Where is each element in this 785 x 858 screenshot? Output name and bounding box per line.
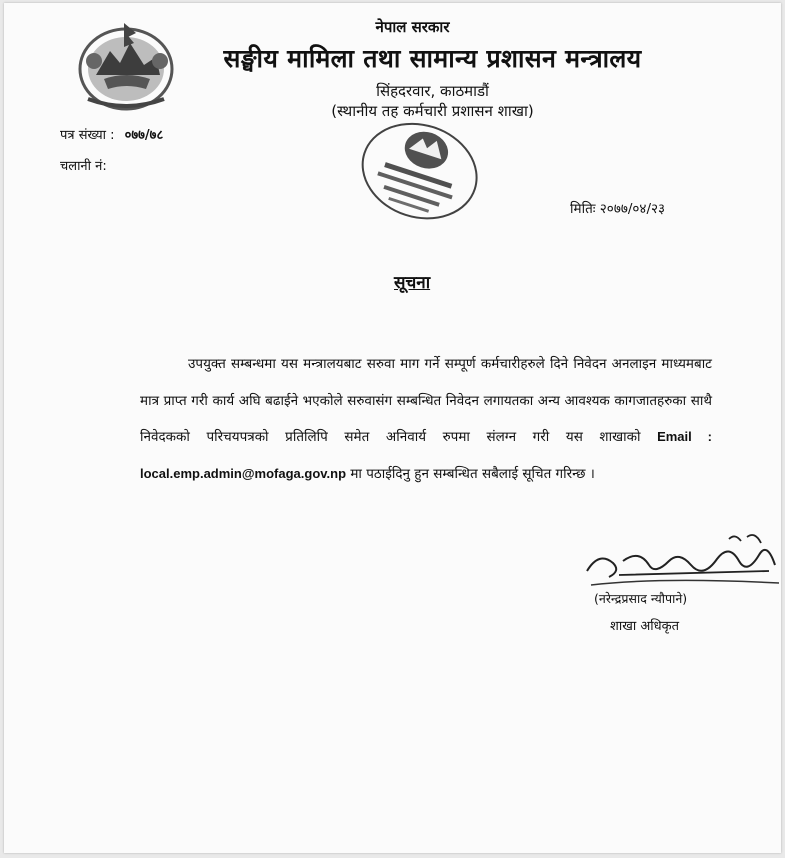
reference-number: ०७७/७८ [124,128,164,143]
office-stamp [344,113,494,233]
ministry-name: सङ्घीय मामिला तथा सामान्य प्रशासन मन्त्रालय [223,44,642,73]
notice-text-part2: मा पठाईदिनु हुन सम्बन्धित सबैलाई सूचित गरिन्छ । [350,465,595,482]
notice-body [140,346,712,492]
letter-date: मितिः २०७७/०४/२३ [570,201,666,217]
notice-title: सूचना [394,273,431,293]
notice-text-part1: उपयुक्त सम्बन्धमा यस मन्त्रालयबाट सरुवा माग गर्ने सम्पूर्ण कर्मचारीहरुले दिने निवेदन अनलाइन माध्यमबाट मात्र प्राप्त गरी कार्य अघि बढाईने भएकोले सरुवासंग सम्बन्धित निवेदन लगायतका अन्य आवश्यक कागजातहरुका साथै निवेदकको परिचयपत्रको प्रतिलिपि समेत अनिवार्य रुपमा संलग्न गरी यस शाखाको [140,356,712,445]
government-name: नेपाल सरकार [375,18,450,36]
document-page [4,3,781,853]
branch-name: (स्थानीय तह कर्मचारी प्रशासन शाखा) [331,102,534,120]
reference-label: पत्र संख्या : [60,128,115,143]
signatory-name: (नरेन्द्रप्रसाद न्यौपाने) [594,591,688,606]
reference-number-line [60,125,163,143]
notice-email: Email : local.emp.admin@mofaga.gov.np [140,429,712,481]
ministry-location: सिंहदरवार, काठमाडौं [376,82,489,100]
signatory-title: शाखा अधिकृत [610,619,680,634]
notice-paragraph [140,346,712,492]
dispatch-number-label: चलानी नं: [60,159,107,174]
